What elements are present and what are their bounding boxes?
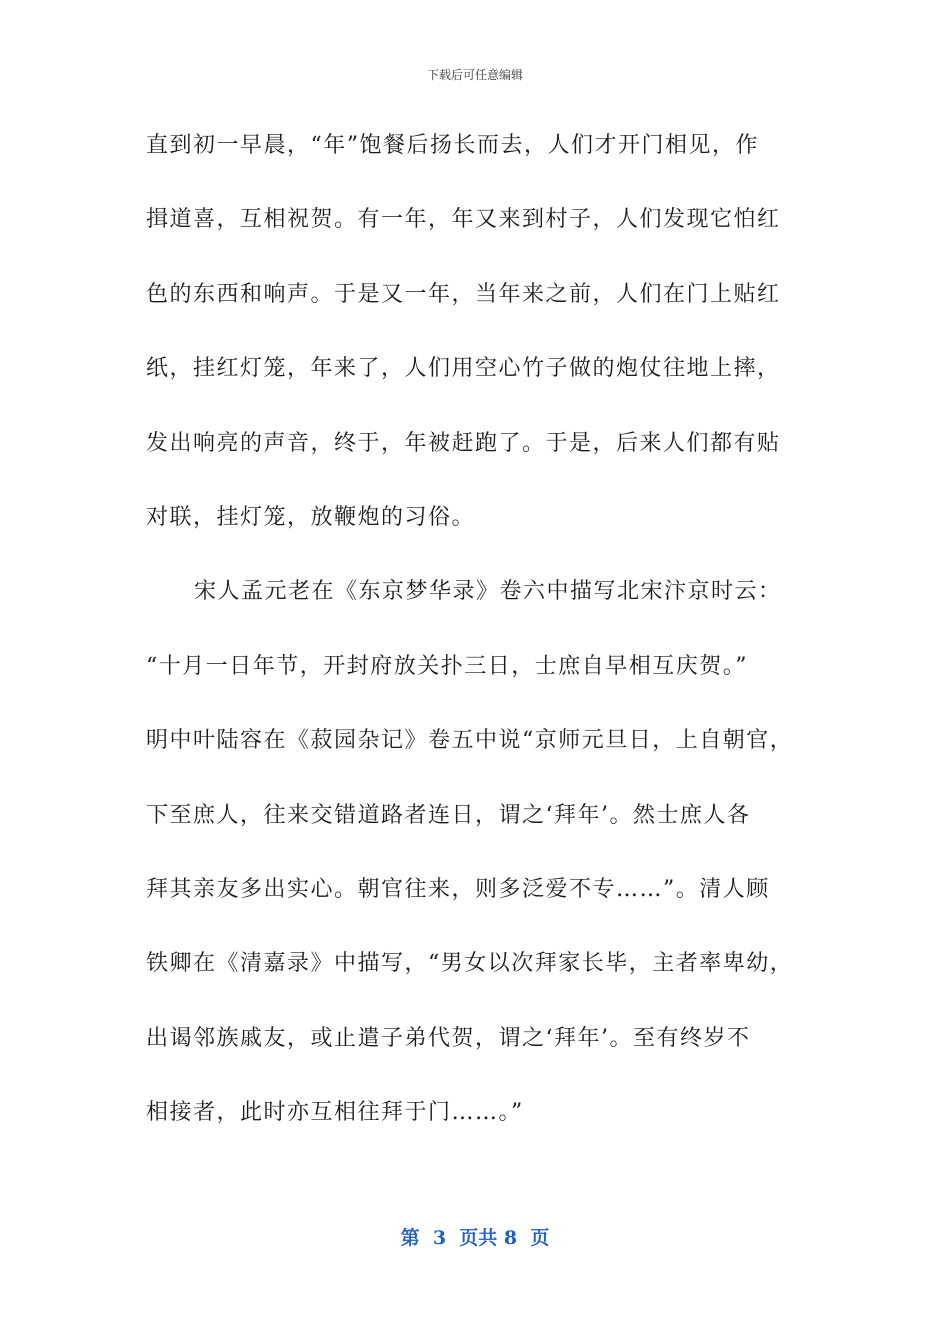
paragraph-1 bbox=[146, 124, 806, 570]
text-line: 明中叶陆容在《菽园杂记》卷五中说“京师元旦日，上自朝官， bbox=[146, 728, 794, 754]
text-line: 纸，挂红灯笼，年来了，人们用空心竹子做的炮仗往地上摔， bbox=[146, 356, 781, 382]
text-line-indented: 宋人孟元老在《东京梦华录》卷六中描写北宋汴京时云： bbox=[194, 579, 782, 605]
text-line: 对联，挂灯笼，放鞭炮的习俗。 bbox=[146, 504, 476, 530]
text-line: 发出响亮的声音，终于，年被赶跑了。于是，后来人们都有贴 bbox=[146, 430, 781, 456]
text-line: 下至庶人，往来交错道路者连日，谓之‘拜年’。然士庶人各 bbox=[146, 802, 751, 828]
page-number-footer: 第 3 页共 8 页 bbox=[400, 1227, 550, 1249]
text-line: 色的东西和响声。于是又一年，当年来之前，人们在门上贴红 bbox=[146, 281, 781, 307]
text-line: 相接者，此时亦互相往拜于门……。” bbox=[146, 1100, 524, 1126]
text-line: 拜其亲友多出实心。朝官往来，则多泛爱不专……”。清人顾 bbox=[146, 876, 770, 902]
text-line: 铁卿在《清嘉录》中描写，“男女以次拜家长毕，主者率卑幼， bbox=[146, 951, 794, 977]
text-line: 揖道喜，互相祝贺。有一年，年又来到村子，人们发现它怕红 bbox=[146, 207, 781, 233]
text-line: 直到初一早晨，“年”饱餐后扬长而去，人们才开门相见，作 bbox=[146, 133, 759, 158]
document-body bbox=[146, 124, 806, 1165]
page-header-note: 下载后可任意编辑 bbox=[426, 68, 523, 82]
text-line: “十月一日年节，开封府放关扑三日，士庶自早相互庆贺。” bbox=[146, 653, 748, 679]
paragraph-2 bbox=[146, 570, 806, 1165]
text-line: 出谒邻族戚友，或止遣子弟代贺，谓之‘拜年’。至有终岁不 bbox=[146, 1025, 751, 1051]
